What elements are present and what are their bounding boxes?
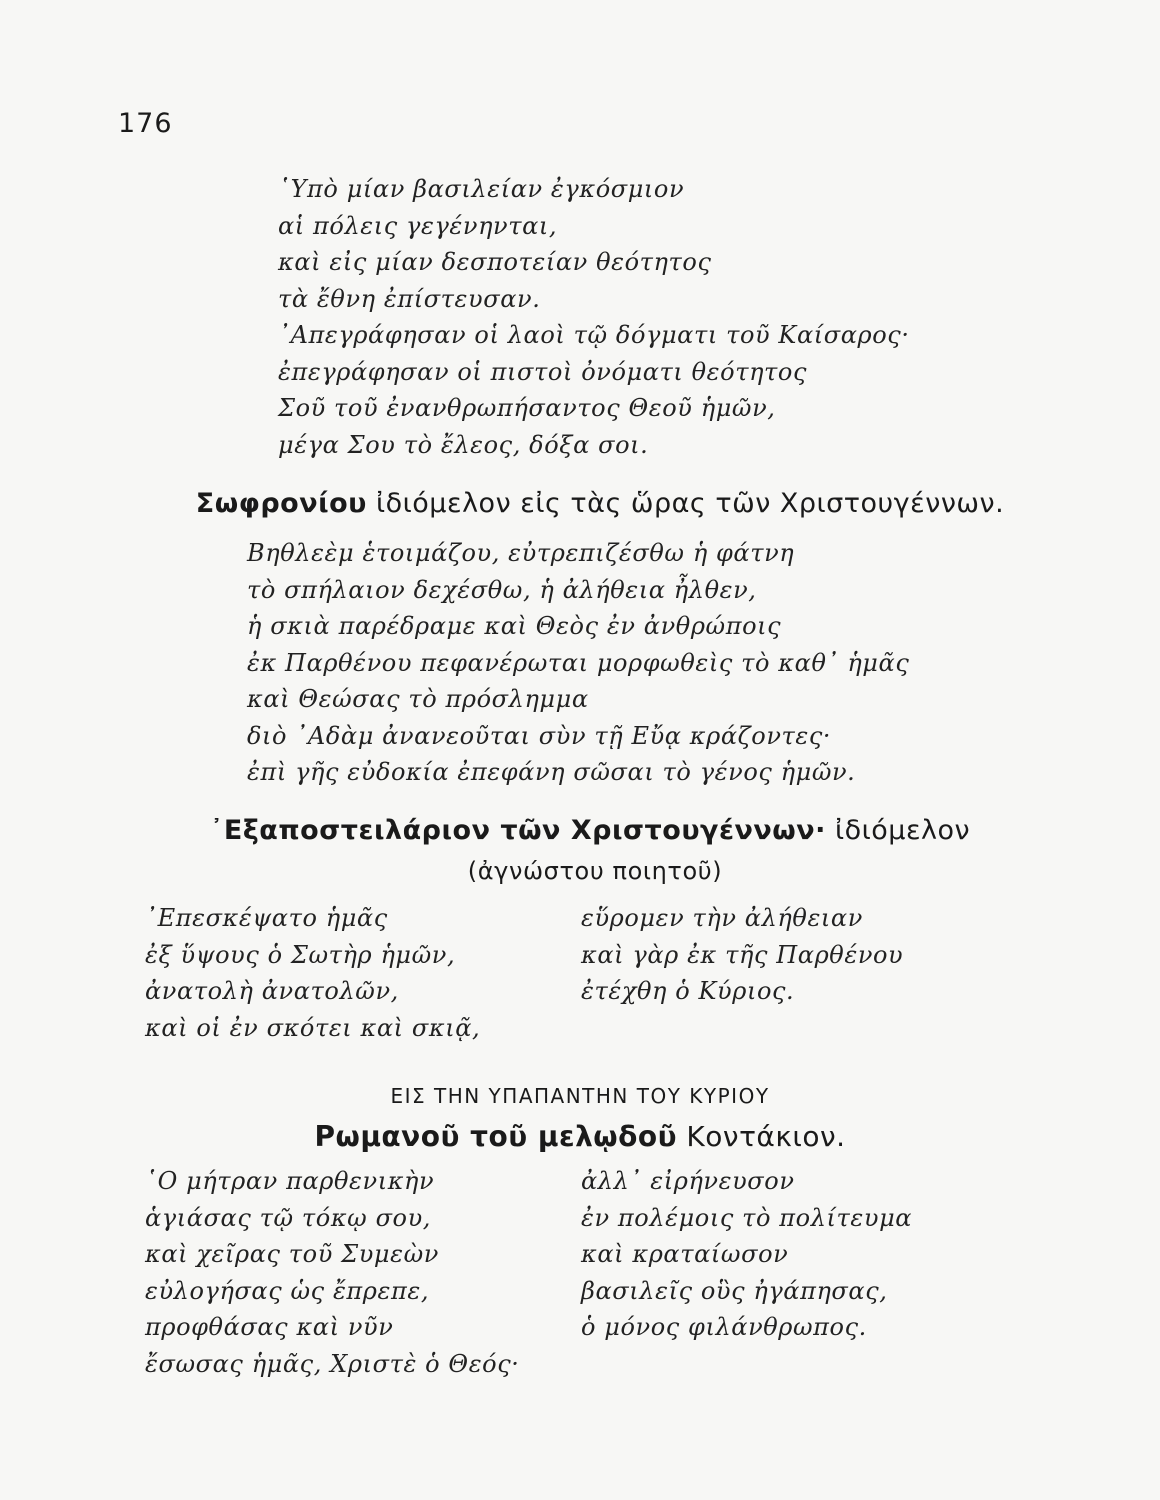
heading-hypapante [0,1120,1160,1153]
verse-line: ῾Ο μήτραν παρθενικὴν [145,1167,435,1195]
verse-line: ἡ σκιὰ παρέδραμε καὶ Θεὸς ἐν ἀνθρώποις [247,612,782,640]
heading-hypapante-title: ΕΙΣ ΤΗΝ ΥΠΑΠΑΝΤΗΝ ΤΟΥ ΚΥΡΙΟΥ [390,1084,770,1108]
verse-line: ἐν πολέμοις τὸ πολίτευμα [581,1203,913,1232]
verse-line: αἱ πόλεις γεγένηνται, [278,211,558,240]
verse-line: ᾿Απεγράφησαν οἱ λαοὶ τῷ δόγματι τοῦ Καίσαρος· [278,321,910,349]
verse-line: προφθάσας καὶ νῦν [145,1313,394,1341]
verse-line: ἔσωσας ἡμᾶς, Χριστὲ ὁ Θεός· [145,1349,520,1378]
stanza-kontakion-right [581,1163,912,1346]
verse-line: εὕρομεν τὴν ἀλήθειαν [581,904,863,932]
verse-line: ᾿Επεσκέψατο ἡμᾶς [145,904,388,932]
verse-line: εὐλογήσας ὡς ἔπρεπε, [145,1276,430,1305]
heading-exaposteilarion [10,815,1160,846]
verse-line: διὸ ᾿Αδὰμ ἀνανεοῦται σὺν τῇ Εὔᾳ κράζοντες· [247,721,832,750]
heading-exaposteilarion-bold: ᾿Εξαποστειλάριον τῶν Χριστουγέννων· [209,815,826,846]
heading-sophronios-author: Σωφρονίου [195,488,367,519]
verse-line: βασιλεῖς οὓς ἠγάπησας, [581,1276,888,1305]
page-number: 176 [118,108,173,139]
heading-hypapante-rest: Κοντάκιον. [677,1120,846,1153]
heading-exaposteilarion-subtitle: (ἀγνώστου ποιητοῦ) [467,857,723,885]
verse-line: ῾Υπὸ μίαν βασιλείαν ἐγκόσμιον [278,175,685,203]
verse-line: καὶ κραταίωσον [581,1240,789,1268]
stanza-kontakion-left [145,1163,520,1382]
verse-line: τὸ σπήλαιον δεχέσθω, ἡ ἀλήθεια ἦλθεν, [247,575,757,604]
heading-hypapante-bold: Ρωμανοῦ τοῦ μελῳδοῦ [314,1120,678,1153]
verse-line: τὰ ἔθνη ἐπίστευσαν. [278,284,541,313]
verse-line: Σοῦ τοῦ ἐνανθρωπήσαντος Θεοῦ ἡμῶν, [278,394,776,422]
verse-line: ἐπεγράφησαν οἱ πιστοὶ ὀνόματι θεότητος [278,357,808,386]
verse-line: καὶ γὰρ ἐκ τῆς Παρθένου [581,940,904,969]
verse-line: ἀνατολὴ ἀνατολῶν, [145,977,399,1005]
heading-sophronios-rest: ἰδιόμελον εἰς τὰς ὥρας τῶν Χριστουγέννων. [366,488,1005,519]
verse-line: ἐξ ὕψους ὁ Σωτὴρ ἡμῶν, [145,940,456,969]
stanza-exaposteilarion-left [145,900,480,1046]
stanza-sophronios [247,535,909,791]
verse-line: ἐτέχθη ὁ Κύριος. [581,977,795,1005]
verse-line: ἁγιάσας τῷ τόκῳ σου, [145,1203,432,1232]
stanza-exaposteilarion-right [581,900,903,1010]
heading-exaposteilarion-rest: ἰδιόμελον [825,815,971,846]
verse-line: ἀλλ᾿ εἰρήνευσον [581,1167,795,1195]
stanza-christmas-vesper [278,171,910,463]
verse-line: ὁ μόνος φιλάνθρωπος. [581,1313,867,1341]
verse-line: καὶ χεῖρας τοῦ Συμεὼν [145,1240,439,1268]
verse-line: Βηθλεὲμ ἑτοιμάζου, εὐτρεπιζέσθω ἡ φάτνη [247,539,795,567]
verse-line: καὶ οἱ ἐν σκότει καὶ σκιᾷ, [145,1013,481,1042]
verse-line: ἐπὶ γῆς εὐδοκία ἐπεφάνη σῶσαι τὸ γένος ἡμῶν. [247,758,856,786]
verse-line: καὶ Θεώσας τὸ πρόσλημμα [247,685,589,713]
heading-sophronios [20,488,1160,519]
verse-line: μέγα Σου τὸ ἔλεος, δόξα σοι. [278,430,649,459]
verse-line: ἐκ Παρθένου πεφανέρωται μορφωθεὶς τὸ καθ᾿ ἡμᾶς [247,648,910,677]
verse-line: καὶ εἰς μίαν δεσποτείαν θεότητος [278,248,712,276]
